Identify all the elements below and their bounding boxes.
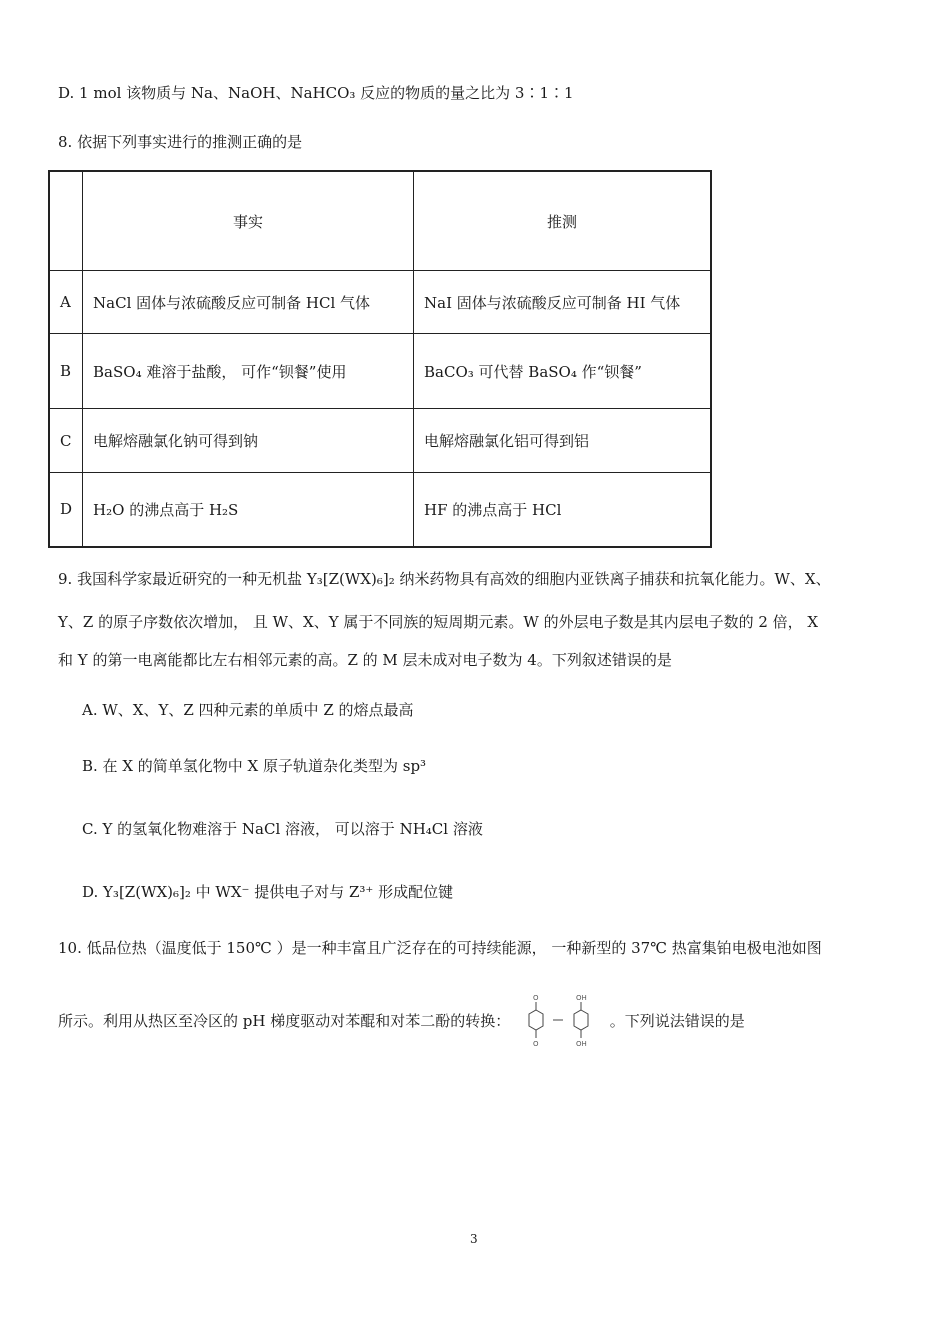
table-header-row <box>49 171 711 271</box>
q9-line1: 9. 我国科学家最近研究的一种无机盐 Y₃[Z(WX)₆]₂ 纳米药物具有高效的细胞内亚铁离子捕获和抗氧化能力。W、X、 <box>58 570 831 588</box>
table-row <box>49 473 711 547</box>
quinone-hydroquinone-structure-icon <box>519 990 601 1054</box>
row-label: C <box>49 409 83 473</box>
mol-oh-top: OH <box>576 994 587 1002</box>
q8-stem: 8. 依据下列事实进行的推测正确的是 <box>58 133 303 151</box>
table-row <box>49 409 711 473</box>
row-guess: NaI 固体与浓硫酸反应可制备 HI 气体 <box>414 271 712 334</box>
mol-o-top: O <box>533 994 539 1002</box>
header-guess: 推测 <box>414 171 712 271</box>
q9-option-c: C. Y 的氢氧化物难溶于 NaCl 溶液， 可以溶于 NH₄Cl 溶液 <box>82 820 483 838</box>
table-row <box>49 271 711 334</box>
row-guess: 电解熔融氯化铝可得到铝 <box>414 409 712 473</box>
q9-line2: Y、Z 的原子序数依次增加， 且 W、X、Y 属于不同族的短周期元素。W 的外层电子数是其内层电子数的 2 倍， X <box>58 613 819 631</box>
row-label: A <box>49 271 83 334</box>
q10-line1: 10. 低品位热（温度低于 150℃ ）是一种丰富且广泛存在的可持续能源， 一种新型的 37℃ 热富集铂电极电池如图 <box>58 939 822 957</box>
q10-line2-text: 所示。利用从热区至冷区的 pH 梯度驱动对苯醌和对苯二酚的转换： <box>58 1012 511 1030</box>
header-fact: 事实 <box>83 171 414 271</box>
q9-option-a: A. W、X、Y、Z 四种元素的单质中 Z 的熔点最高 <box>82 701 414 719</box>
mol-oh-bottom: OH <box>576 1040 587 1048</box>
q9-option-d: D. Y₃[Z(WX)₆]₂ 中 WX⁻ 提供电子对与 Z³⁺ 形成配位键 <box>82 883 454 901</box>
row-guess: HF 的沸点高于 HCl <box>414 473 712 547</box>
row-guess: BaCO₃ 可代替 BaSO₄ 作“钡餐” <box>414 334 712 409</box>
q7-option-d: D. 1 mol 该物质与 Na、NaOH、NaHCO₃ 反应的物质的量之比为 3∶1∶1 <box>58 84 574 102</box>
header-blank <box>49 171 83 271</box>
table-row <box>49 334 711 409</box>
row-label: B <box>49 334 83 409</box>
row-fact: BaSO₄ 难溶于盐酸， 可作“钡餐”使用 <box>83 334 414 409</box>
mol-o-bottom: O <box>533 1040 539 1048</box>
q9-option-b: B. 在 X 的简单氢化物中 X 原子轨道杂化类型为 sp³ <box>82 757 427 775</box>
row-label: D <box>49 473 83 547</box>
row-fact: 电解熔融氯化钠可得到钠 <box>83 409 414 473</box>
q10-line2-tail: 。下列说法错误的是 <box>609 1012 745 1030</box>
q10-line2 <box>58 990 745 1054</box>
row-fact: NaCl 固体与浓硫酸反应可制备 HCl 气体 <box>83 271 414 334</box>
row-fact: H₂O 的沸点高于 H₂S <box>83 473 414 547</box>
q8-table <box>48 170 712 548</box>
page-number: 3 <box>470 1232 478 1246</box>
q9-line3: 和 Y 的第一电离能都比左右相邻元素的高。Z 的 M 层未成对电子数为 4。下列叙述错误的是 <box>58 651 672 669</box>
